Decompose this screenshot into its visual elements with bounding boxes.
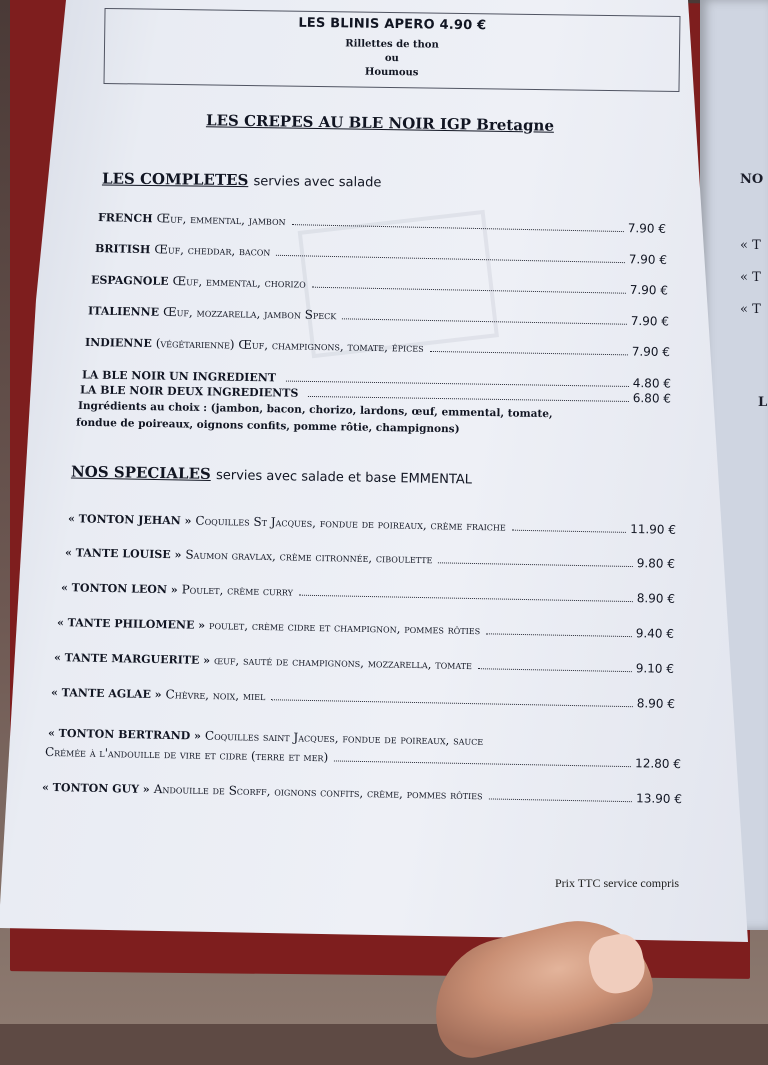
item-price: 7.90 € (628, 252, 668, 267)
section-completes-heading (102, 170, 382, 191)
section-subtitle: servies avec salade (253, 174, 382, 191)
menu-item (85, 335, 670, 359)
item-price: 8.90 € (636, 696, 676, 711)
item-description: Chèvre, noix, miel (165, 687, 266, 704)
leader-dots (478, 668, 632, 672)
blinis-option: Rillettes de thon (345, 38, 439, 51)
ingredients-note: Ingrédients au choix : (jambon, bacon, chorizo, lardons, œuf, emmental, tomate, (77, 399, 553, 421)
next-page-item: « T (740, 238, 761, 253)
item-name: « TANTE AGLAE » (50, 686, 162, 702)
next-page-heading: NO (740, 172, 764, 187)
menu-item (61, 580, 675, 606)
item-name: « TONTON BERTRAND » (47, 726, 202, 743)
price-note: Prix TTC service compris (555, 876, 680, 890)
item-price: 11.90 € (630, 521, 677, 537)
item-description: Œuf, emmental, chorizo (172, 274, 306, 291)
item-name: « TONTON JEHAN » (67, 512, 192, 528)
menu-item (98, 210, 666, 236)
item-description: Œuf, emmental, jambon (156, 211, 286, 228)
item-price: 6.80 € (632, 391, 672, 406)
item-name: « TANTE MARGUERITE » (53, 651, 211, 668)
menu-item (91, 272, 668, 297)
item-name: FRENCH (97, 211, 153, 226)
item-price: 4.80 € (632, 376, 672, 391)
blinis-option: Houmous (364, 66, 419, 79)
item-description: Saumon gravlax, crème citronnée, ciboulette (185, 547, 433, 567)
item-price: 12.80 € (635, 756, 682, 772)
item-price: 13.90 € (636, 791, 683, 807)
item-name: ITALIENNE (87, 304, 160, 319)
leader-dots (488, 798, 632, 802)
menu-item (95, 241, 667, 267)
section-subtitle: servies avec salade et base EMMENTAL (215, 468, 473, 488)
menu-item (88, 303, 669, 328)
main-title: LES CREPES AU BLE NOIR IGP Bretagne (205, 111, 555, 135)
item-name: « TONTON LEON » (60, 581, 178, 597)
item-description: Coquilles St Jacques, fondue de poireaux, crème fraiche (195, 513, 506, 534)
section-title: NOS SPECIALES (70, 462, 211, 483)
item-description: œuf, sauté de champignons, mozzarella, tomate (213, 653, 473, 673)
item-name: « TANTE LOUISE » (64, 546, 182, 562)
leader-dots (438, 562, 632, 567)
item-name: « TONTON GUY » (41, 780, 150, 796)
item-description: Crémée à l'andouille de vire et cidre (terre et mer) (44, 744, 329, 765)
leader-dots (486, 633, 632, 637)
item-price: 7.90 € (627, 221, 667, 236)
item-name: « TANTE PHILOMENE » (56, 616, 206, 632)
next-page-item: « T (740, 302, 761, 317)
item-name: LA BLE NOIR DEUX INGREDIENTS (79, 383, 299, 400)
leader-dots (512, 530, 626, 533)
leader-dots (271, 699, 632, 707)
item-description: Andouille de Scorff, oignons confits, crème, pommes rôties (153, 782, 483, 803)
menu-item (68, 511, 676, 537)
menu-item (51, 685, 675, 711)
leader-dots (342, 318, 627, 324)
leader-dots (334, 760, 631, 767)
item-description: Œuf, mozzarella, jambon Speck (162, 304, 337, 323)
next-page-item: L (758, 395, 768, 410)
blinis-or: ou (384, 52, 399, 65)
item-price: 7.90 € (631, 344, 671, 360)
item-name: BRITISH (94, 242, 151, 257)
leader-dots (308, 396, 628, 402)
menu-item (57, 615, 674, 641)
leader-dots (291, 224, 623, 232)
leader-dots (430, 351, 628, 355)
item-price: 9.40 € (635, 626, 675, 641)
item-price: 8.90 € (636, 591, 676, 606)
menu-item (65, 545, 675, 571)
item-price: 9.10 € (635, 661, 675, 676)
item-name: INDIENNE (84, 335, 152, 351)
ingredients-note: fondue de poireaux, oignons confits, pomme rôtie, champignons) (75, 416, 460, 436)
item-description: Œuf, cheddar, bacon (154, 242, 271, 259)
item-description: Coquilles saint Jacques, fondue de poireaux, sauce (204, 728, 484, 748)
item-name: LA BLE NOIR UN INGREDIENT (81, 368, 277, 385)
blinis-box (103, 8, 680, 92)
menu-item (42, 780, 682, 806)
item-name: ESPAGNOLE (90, 273, 169, 288)
blinis-title: LES BLINIS APERO 4.90 € (298, 15, 487, 34)
item-description: Poulet, crème curry (181, 582, 294, 599)
leader-dots (299, 595, 633, 602)
item-price: 7.90 € (629, 282, 669, 298)
item-description: poulet, crème cidre et champignon, pommes rôties (209, 617, 481, 638)
item-description: (végétarienne) Œuf, champignons, tomate, épices (155, 336, 424, 355)
section-title: LES COMPLETES (101, 169, 249, 190)
leader-dots (276, 255, 624, 263)
menu-item (54, 650, 674, 676)
section-speciales-heading (71, 463, 472, 488)
item-price: 9.80 € (636, 556, 676, 571)
leader-dots (312, 287, 626, 294)
item-price: 7.90 € (630, 313, 670, 329)
next-page-item: « T (740, 270, 761, 285)
